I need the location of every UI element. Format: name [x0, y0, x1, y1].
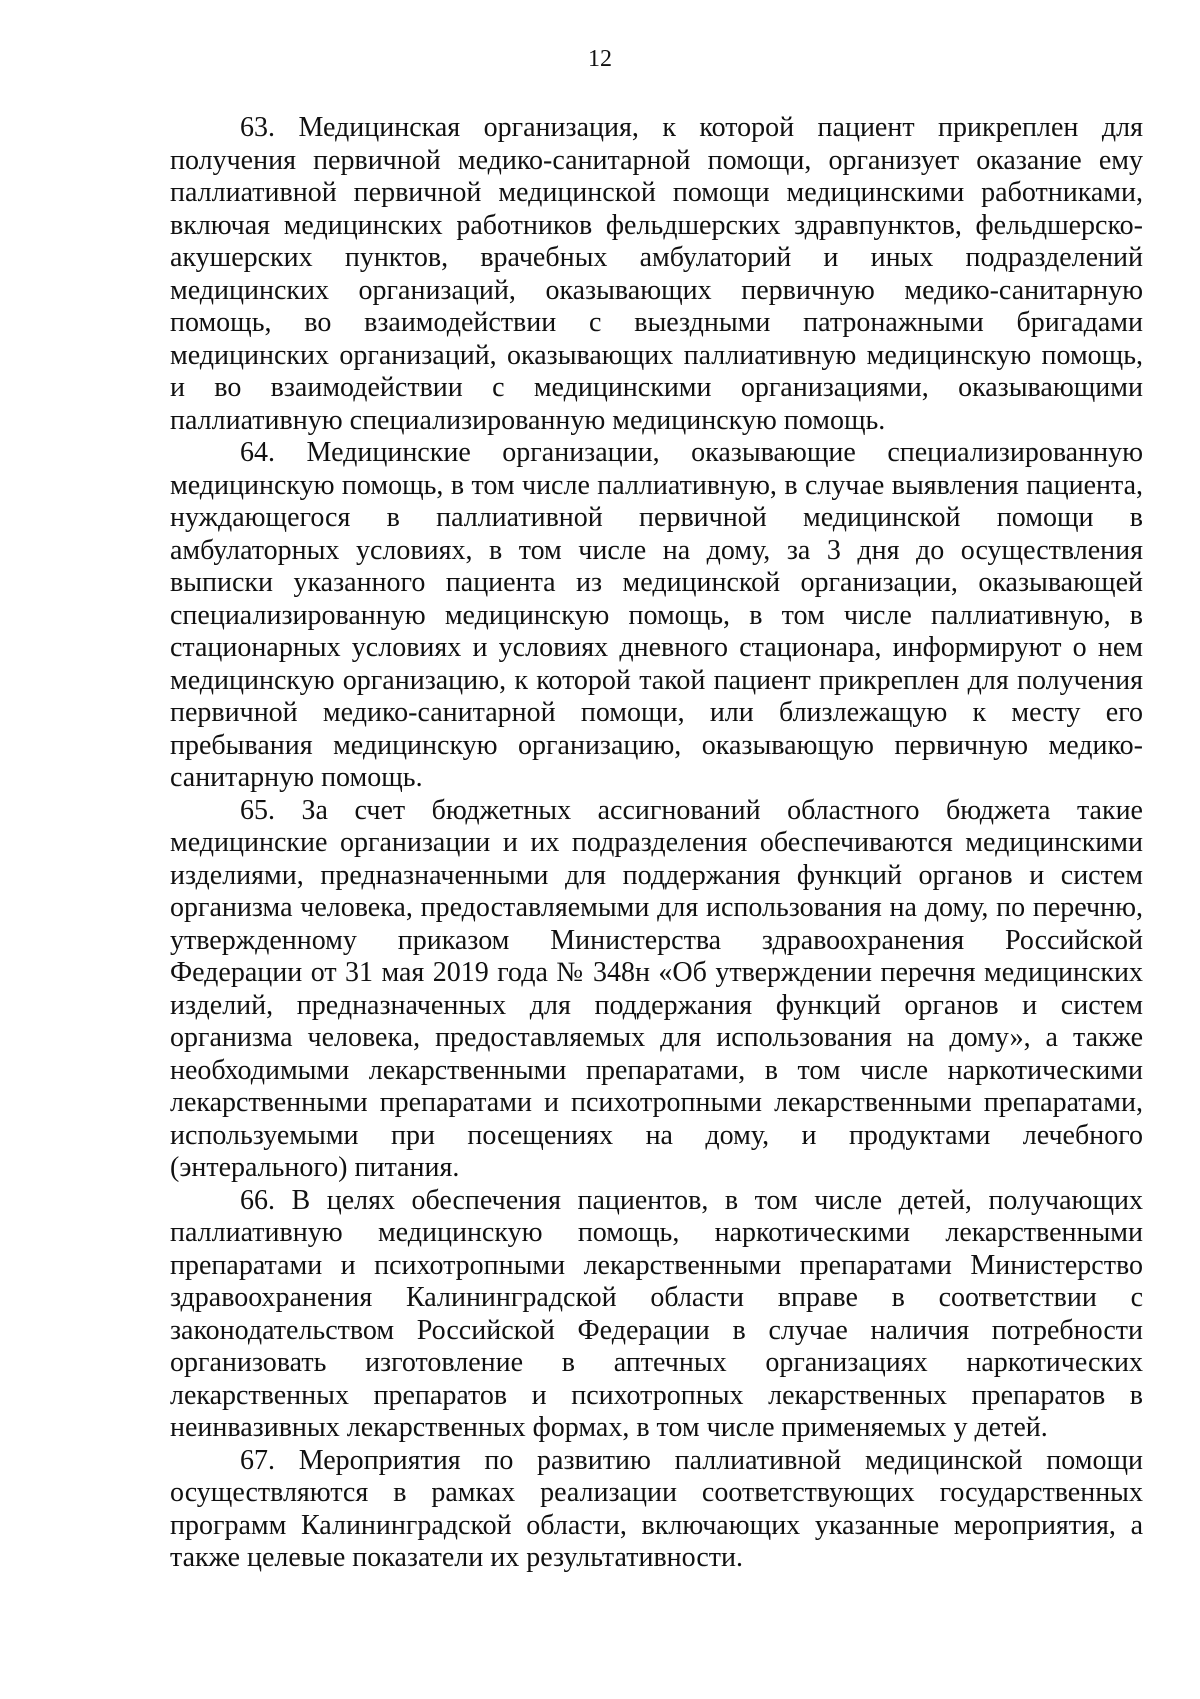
paragraph-65: 65. За счет бюджетных ассигнований областного бюджета такие медицинские организации и их подразделения обеспечиваются медицинскими изделиями, предназначенными для поддержания функций органов и систем организма человека, предоставляемыми для использования на дому, по перечню, утвержденному приказом Министерства здравоохранения Российской Федерации от 31 мая 2019 года № 348н «Об утверждении перечня медицинских изделий, предназначенных для поддержания функций органов и систем организма человека, предоставляемых для использования на дому», а также необходимыми лекарственными препаратами, в том числе наркотическими лекарственными препаратами и психотропными лекарственными препаратами, используемыми при посещениях на дому, и продуктами лечебного (энтерального) питания. [170, 794, 1143, 1183]
paragraph-67: 67. Мероприятия по развитию паллиативной медицинской помощи осуществляются в рамках реализации соответствующих государственных программ Калининградской области, включающих указанные мероприятия, а также целевые показатели их результативности. [170, 1444, 1143, 1573]
page-number: 12 [588, 46, 612, 72]
document-body [170, 112, 1143, 1575]
paragraph-66: 66. В целях обеспечения пациентов, в том числе детей, получающих паллиативную медицинскую помощь, наркотическими лекарственными препаратами и психотропными лекарственными препаратами Министерство здравоохранения Калининградской области вправе в соответствии с законодательством Российской Федерации в случае наличия потребности организовать изготовление в аптечных организациях наркотических лекарственных препаратов и психотропных лекарственных препаратов в неинвазивных лекарственных формах, в том числе применяемых у детей. [170, 1184, 1143, 1443]
paragraph-64: 64. Медицинские организации, оказывающие специализированную медицинскую помощь, в том числе паллиативную, в случае выявления пациента, нуждающегося в паллиативной первичной медицинской помощи в амбулаторных условиях, в том числе на дому, за 3 дня до осуществления выписки указанного пациента из медицинской организации, оказывающей специализированную медицинскую помощь, в том числе паллиативную, в стационарных условиях и условиях дневного стационара, информируют о нем медицинскую организацию, к которой такой пациент прикреплен для получения первичной медико-санитарной помощи, или близлежащую к месту его пребывания медицинскую организацию, оказывающую первичную медико-санитарную помощь. [170, 437, 1143, 793]
paragraph-63: 63. Медицинская организация, к которой пациент прикреплен для получения первичной медико-санитарной помощи, организует оказание ему паллиативной первичной медицинской помощи медицинскими работниками, включая медицинских работников фельдшерских здравпунктов, фельдшерско-акушерских пунктов, врачебных амбулаторий и иных подразделений медицинских организаций, оказывающих первичную медико-санитарную помощь, во взаимодействии с выездными патронажными бригадами медицинских организаций, оказывающих паллиативную медицинскую помощь, и во взаимодействии с медицинскими организациями, оказывающими паллиативную специализированную медицинскую помощь. [170, 112, 1143, 436]
